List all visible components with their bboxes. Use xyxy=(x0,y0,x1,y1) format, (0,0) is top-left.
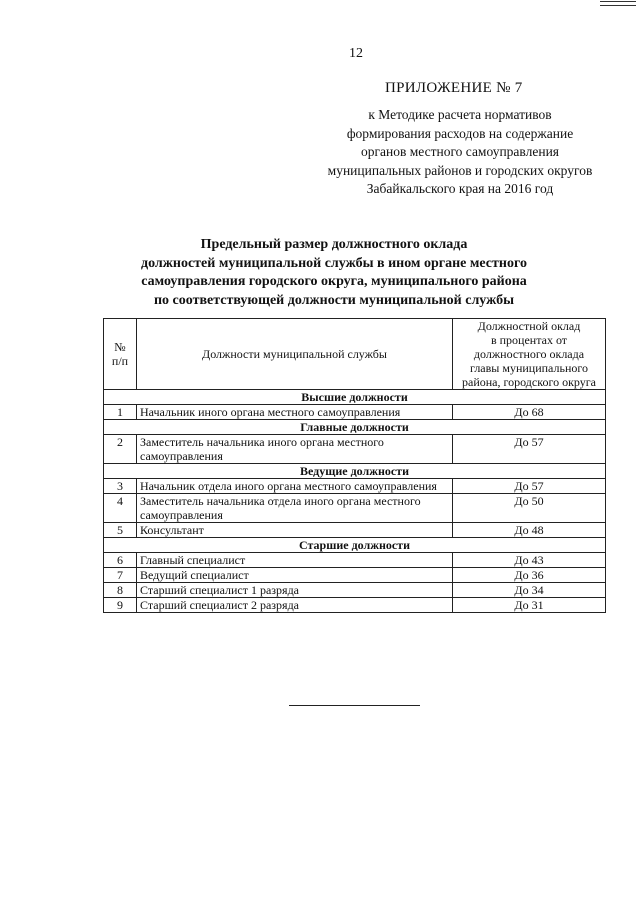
header-position-text: Должности муниципальной службы xyxy=(202,347,387,361)
group-row xyxy=(104,464,606,479)
row-salary: До 57 xyxy=(453,479,606,494)
row-salary: До 36 xyxy=(453,568,606,583)
header-number xyxy=(104,319,137,390)
table-header-row xyxy=(104,319,606,390)
table-row xyxy=(104,479,606,494)
header-position xyxy=(137,319,453,390)
row-position: Главный специалист xyxy=(137,553,453,568)
closing-divider xyxy=(289,705,420,706)
table-row xyxy=(104,494,606,523)
group-title: Старшие должности xyxy=(104,538,606,553)
row-number: 6 xyxy=(104,553,137,568)
appendix-ref-line: муниципальных районов и городских округов xyxy=(327,162,593,178)
row-salary: До 57 xyxy=(453,435,606,464)
group-title: Ведущие должности xyxy=(104,464,606,479)
row-position: Заместитель начальника иного органа местного самоуправления xyxy=(137,435,453,464)
group-title: Главные должности xyxy=(104,420,606,435)
table-row xyxy=(104,583,606,598)
row-number: 2 xyxy=(104,435,137,464)
row-number: 9 xyxy=(104,598,137,613)
document-title-line: Предельный размер должностного оклада xyxy=(200,237,468,252)
appendix-ref-line: Забайкальского края на 2016 год xyxy=(366,181,554,196)
header-salary xyxy=(453,319,606,390)
row-position: Заместитель начальника отдела иного органа местного самоуправления xyxy=(137,494,453,523)
row-number: 7 xyxy=(104,568,137,583)
table-row xyxy=(104,523,606,538)
table-row xyxy=(104,553,606,568)
header-number-text: № п/п xyxy=(111,340,129,368)
group-row xyxy=(104,538,606,553)
row-number: 4 xyxy=(104,494,137,523)
row-position: Начальник отдела иного органа местного самоуправления xyxy=(137,479,453,494)
row-position: Консультант xyxy=(137,523,453,538)
row-position: Ведущий специалист xyxy=(137,568,453,583)
document-title xyxy=(100,236,568,310)
document-title-line: должностей муниципальной службы в ином органе местного xyxy=(141,255,527,271)
table-row xyxy=(104,598,606,613)
row-position: Начальник иного органа местного самоуправления xyxy=(137,405,453,420)
row-number: 8 xyxy=(104,583,137,598)
row-salary: До 43 xyxy=(453,553,606,568)
row-number: 1 xyxy=(104,405,137,420)
row-salary: До 68 xyxy=(453,405,606,420)
row-number: 3 xyxy=(104,479,137,494)
group-row xyxy=(104,420,606,435)
row-salary: До 31 xyxy=(453,598,606,613)
appendix-ref-line: формирования расходов на содержание xyxy=(346,125,574,141)
page-number: 12 xyxy=(349,46,363,61)
row-salary: До 48 xyxy=(453,523,606,538)
table-row xyxy=(104,405,606,420)
corner-mark xyxy=(600,1,636,6)
appendix-reference xyxy=(300,106,620,199)
row-position: Старший специалист 2 разряда xyxy=(137,598,453,613)
table-row xyxy=(104,435,606,464)
row-number: 5 xyxy=(104,523,137,538)
group-row xyxy=(104,390,606,405)
row-salary: До 50 xyxy=(453,494,606,523)
document-title-line: по соответствующей должности муниципальной службы xyxy=(153,292,515,308)
group-title: Высшие должности xyxy=(104,390,606,405)
row-salary: До 34 xyxy=(453,583,606,598)
positions-table xyxy=(103,318,606,613)
header-salary-text: Должностной оклад в процентах от должностного оклада главы муниципального района, городского округа xyxy=(462,319,596,389)
row-position: Старший специалист 1 разряда xyxy=(137,583,453,598)
table-row xyxy=(104,568,606,583)
appendix-ref-line: к Методике расчета нормативов xyxy=(368,107,552,122)
appendix-ref-line: органов местного самоуправления xyxy=(360,144,560,159)
appendix-title: ПРИЛОЖЕНИЕ № 7 xyxy=(385,80,523,96)
document-title-line: самоуправления городского округа, муниципального района xyxy=(141,274,527,289)
